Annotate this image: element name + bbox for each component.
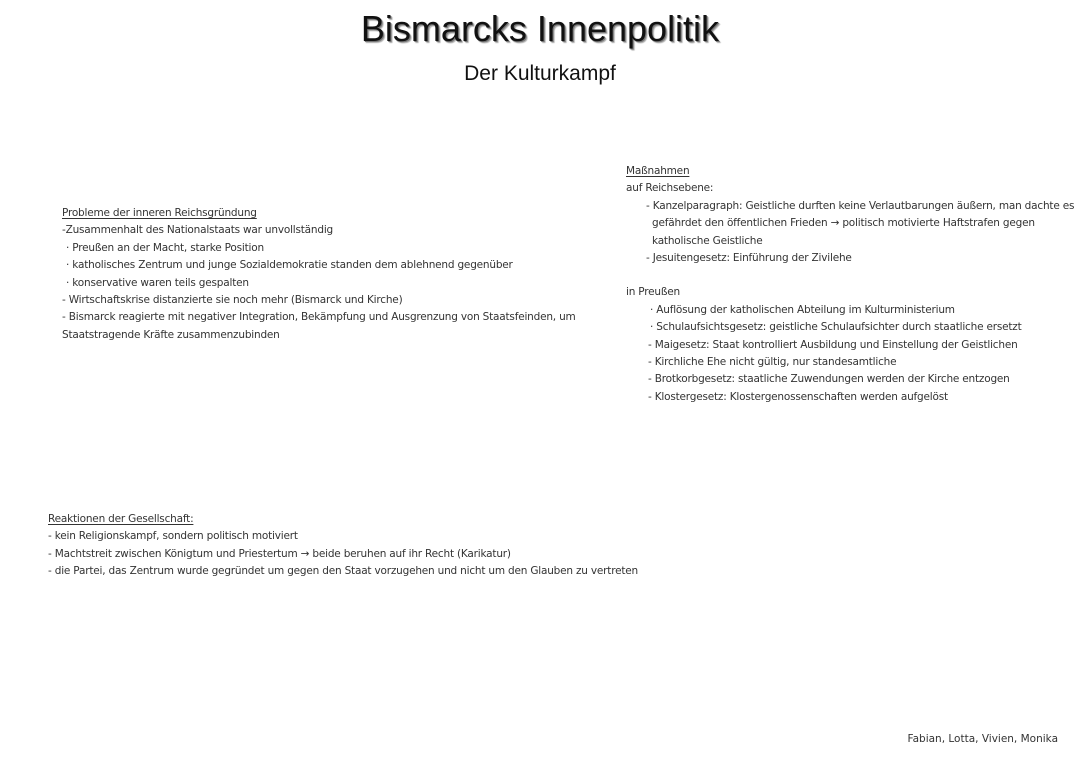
reaktionen-line: - Machtstreit zwischen Königtum und Priestertum → beide beruhen auf ihr Recht (Karikatur)	[48, 547, 511, 560]
reaktionen-heading: Reaktionen der Gesellschaft:	[48, 513, 194, 525]
reich-line: gefährdet den öffentlichen Frieden → politisch motivierte Haftstrafen gegen	[652, 217, 1035, 230]
preussen-line: - Kirchliche Ehe nicht gültig, nur standesamtliche	[648, 356, 897, 369]
reich-line: - Kanzelparagraph: Geistliche durften keine Verlautbarungen äußern, man dachte es	[646, 199, 1075, 212]
massnahmen-heading: Maßnahmen	[626, 165, 690, 177]
preussen-label: in Preußen	[626, 286, 680, 299]
probleme-section	[62, 205, 576, 344]
massnahmen-section	[626, 163, 1074, 406]
reich-line: - Jesuitengesetz: Einführung der Zivilehe	[646, 252, 852, 265]
probleme-heading: Probleme der inneren Reichsgründung	[62, 207, 257, 219]
reich-label: auf Reichsebene:	[626, 182, 714, 195]
probleme-line: · Preußen an der Macht, starke Position	[66, 241, 264, 254]
probleme-line: · katholisches Zentrum und junge Sozialdemokratie standen dem ablehnend gegenüber	[66, 259, 513, 272]
probleme-line: - Wirtschaftskrise distanzierte sie noch mehr (Bismarck und Kirche)	[62, 294, 403, 307]
probleme-line: -Zusammenhalt des Nationalstaats war unvollständig	[62, 224, 334, 237]
preussen-line: - Maigesetz: Staat kontrolliert Ausbildung und Einstellung der Geistlichen	[648, 338, 1018, 351]
reich-line: katholische Geistliche	[652, 234, 763, 247]
page-title: Bismarcks Innenpolitik	[360, 8, 720, 49]
authors-signature: Fabian, Lotta, Vivien, Monika	[907, 733, 1058, 745]
probleme-line: Staatstragende Kräfte zusammenzubinden	[62, 328, 280, 341]
preussen-line: · Schulaufsichtsgesetz: geistliche Schulaufsichter durch staatliche ersetzt	[650, 321, 1022, 334]
preussen-line: - Klostergesetz: Klostergenossenschaften werden aufgelöst	[648, 390, 948, 403]
reaktionen-line: - die Partei, das Zentrum wurde gegründet um gegen den Staat vorzugehen und nicht um den Glauben zu vertreten	[48, 565, 638, 578]
probleme-line: - Bismarck reagierte mit negativer Integration, Bekämpfung und Ausgrenzung von Staatsfeinden, um	[62, 311, 576, 324]
preussen-line: - Brotkorbgesetz: staatliche Zuwendungen werden der Kirche entzogen	[648, 373, 1010, 386]
reaktionen-line: - kein Religionskampf, sondern politisch motiviert	[48, 530, 298, 543]
reaktionen-section	[48, 511, 638, 581]
page-subtitle: Der Kulturkampf	[464, 62, 616, 85]
probleme-line: · konservative waren teils gespalten	[66, 276, 249, 289]
preussen-line: · Auflösung der katholischen Abteilung im Kulturministerium	[650, 303, 955, 316]
spacer	[626, 267, 1074, 284]
